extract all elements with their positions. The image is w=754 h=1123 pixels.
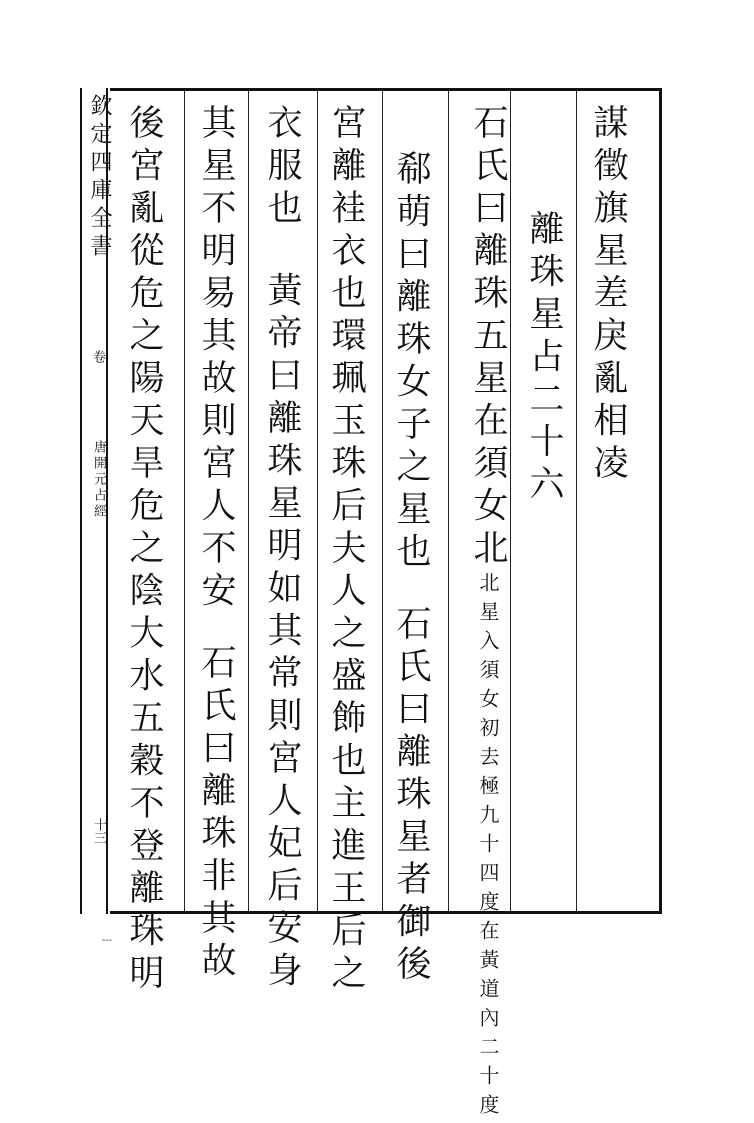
column-rule [576,91,577,911]
text-column-1 [588,104,628,487]
text-column-5 [326,104,366,997]
column-text: 石氏曰離珠非其故 [196,644,236,984]
column-text: 石氏曰離珠星者御後 [391,605,431,988]
commentary-note [458,572,498,1123]
commentary-line-b: 四度在黃道內二十度 [476,861,500,1123]
column-rule [510,91,511,911]
gutter-subtitle: 唐開元占經 [91,440,106,520]
column-text: 謀徵旗星差戾亂相凌 [588,104,628,487]
gutter-book-title: 欽定四庫全書 [87,94,112,262]
text-frame [110,88,662,914]
column-text: 後宮亂從危之陽天旱危之陰大水五穀不登離珠明 [124,104,164,997]
text-column-7 [196,104,236,984]
column-text: 郗萌曰離珠女子之星也 [391,150,431,575]
column-text: 其星不明易其故則宮人不安 [196,104,236,614]
column-text: 衣服也 [262,104,302,232]
page-gutter [80,88,112,914]
text-column-4 [391,150,431,988]
text-column-3 [458,104,508,1123]
column-rule [317,91,318,911]
text-column-2 [524,210,564,508]
column-rule [448,91,449,911]
commentary-line-a: 北星入須女初去極九十 [476,571,500,862]
gutter-page-number: 十三 [91,818,106,844]
text-column-6 [262,104,302,994]
section-heading: 離珠星占二十六 [524,210,564,508]
column-rule [184,91,185,911]
column-text: 黃帝曰離珠星明如其常則宮人妃后安身 [262,271,302,994]
column-text: 石氏曰離珠五星在須女北 [468,104,508,572]
column-rule [248,91,249,911]
stray-mark: --- [102,935,113,946]
column-text: 宮離袿衣也環珮玉珠后夫人之盛飾也主進王后之 [326,104,366,997]
column-rule [382,91,383,911]
text-column-8 [124,104,164,997]
gutter-juan-mark: 卷 [90,350,105,363]
